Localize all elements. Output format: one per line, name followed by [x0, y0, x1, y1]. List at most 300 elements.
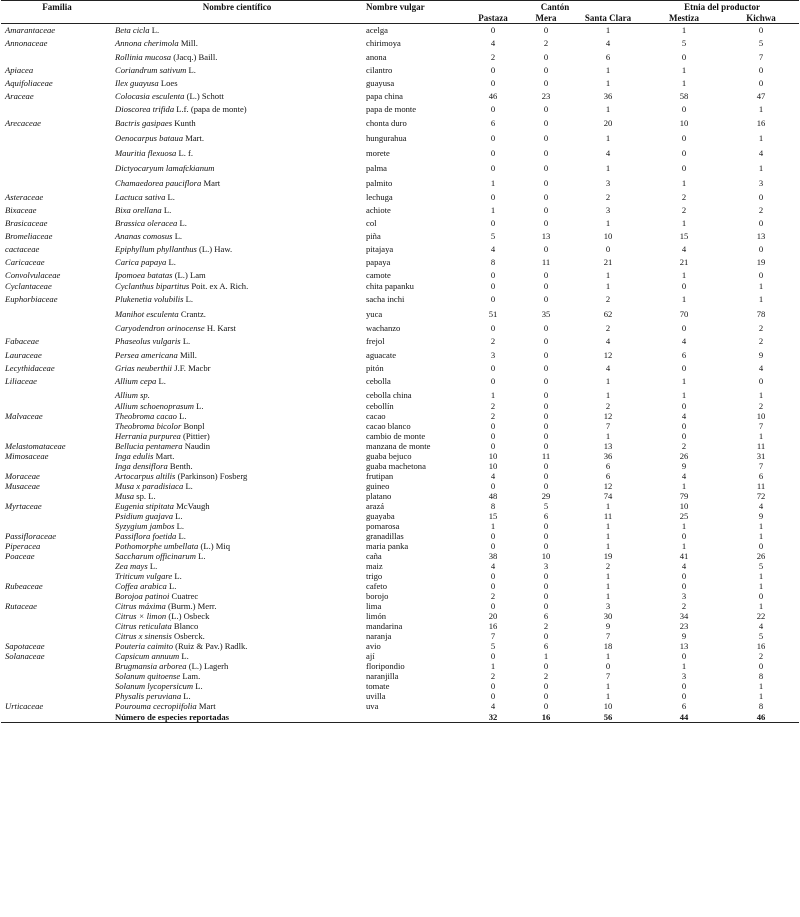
common-name-cell: achiote: [366, 204, 391, 215]
species-name: Bixa orellana: [115, 204, 162, 215]
value-pastaza: 0: [490, 293, 496, 304]
value-kichwa: 1: [758, 162, 764, 173]
value-pastaza: 0: [490, 431, 496, 441]
family-cell: [1, 401, 111, 411]
scientific-name-cell: [111, 363, 363, 373]
table-row: [1, 229, 799, 242]
table-row: [1, 89, 799, 102]
scientific-name-cell: [111, 651, 363, 661]
value-pastaza: 0: [490, 421, 496, 431]
value-pastaza: 0: [490, 581, 496, 591]
table-row: [1, 651, 799, 661]
scientific-name-cell: [111, 641, 363, 651]
value-mestiza: 1: [681, 269, 687, 280]
family-cell: cactaceae: [5, 243, 40, 254]
scientific-name-cell: [111, 347, 363, 363]
common-name-cell: hungurahua: [366, 132, 407, 143]
common-name-cell: papa de monte: [366, 103, 417, 114]
value-mestiza: 10: [679, 117, 689, 128]
table-row: [1, 691, 799, 701]
value-mera: 10: [541, 551, 551, 561]
value-pastaza: 1: [490, 389, 496, 400]
species-author: L.: [176, 521, 184, 531]
header-row-main: [1, 1, 799, 13]
species-author: (Burm.) Merr.: [168, 601, 217, 611]
species-author: L.: [183, 691, 191, 701]
species-author: (L.) Miq: [200, 541, 231, 551]
value-pastaza: 4: [490, 471, 496, 481]
value-santa-clara: 4: [605, 147, 611, 158]
value-mestiza: 10: [679, 501, 689, 511]
value-mestiza: 2: [681, 441, 687, 451]
value-kichwa: 0: [758, 77, 764, 88]
species-author: L.: [179, 411, 187, 421]
family-cell: Araceae: [5, 90, 34, 101]
family-cell: Cyclantaceae: [5, 281, 52, 291]
value-kichwa: 8: [758, 671, 764, 681]
table-row: [1, 115, 799, 130]
species-author: Benth.: [169, 461, 193, 471]
value-kichwa: 47: [756, 90, 766, 101]
common-name-cell: avio: [366, 641, 381, 651]
species-name: Colocasia esculenta: [115, 90, 185, 101]
species-author: (L.) Lagerh: [188, 661, 229, 671]
value-kichwa: 11: [756, 481, 766, 491]
value-mestiza: 15: [679, 230, 689, 241]
common-name-cell: guayaba: [366, 511, 395, 521]
species-name: Brugmansia arborea: [115, 661, 187, 671]
value-mestiza: 0: [681, 571, 687, 581]
common-name-cell: cebolla: [366, 375, 391, 386]
value-pastaza: 0: [490, 322, 496, 333]
species-author: Mart.: [155, 451, 175, 461]
table-row: [1, 601, 799, 611]
species-name: Musa: [115, 491, 135, 501]
family-cell: [1, 681, 111, 691]
value-pastaza: 48: [488, 491, 498, 501]
value-mestiza: 70: [679, 308, 689, 319]
species-author: L.: [168, 256, 176, 267]
common-name-cell: aguacate: [366, 350, 397, 360]
common-name-cell: cambio de monte: [366, 431, 426, 441]
common-name-cell: cacao blanco: [366, 421, 411, 431]
species-name: Plukenetia volubilis: [115, 293, 184, 304]
common-name-cell: cilantro: [366, 64, 393, 75]
family-cell: Annonaceae: [5, 38, 48, 48]
value-kichwa: 1: [758, 531, 764, 541]
family-cell: [1, 511, 111, 521]
value-pastaza: 51: [488, 308, 498, 319]
value-pastaza: 0: [490, 375, 496, 386]
value-mera: 3: [543, 561, 549, 571]
scientific-name-cell: [111, 601, 363, 611]
value-santa-clara: 1: [605, 132, 611, 143]
value-mera: 0: [543, 471, 549, 481]
species-author: Mart: [203, 177, 221, 188]
common-name-cell: palmito: [366, 177, 393, 188]
family-cell: [1, 130, 111, 145]
value-mestiza: 1: [681, 177, 687, 188]
common-name-cell: naranjilla: [366, 671, 399, 681]
common-name-cell: chonta duro: [366, 117, 407, 128]
value-mera: 6: [543, 641, 549, 651]
value-mestiza: 6: [681, 350, 687, 360]
species-name: Ipomoea batatas: [115, 269, 173, 280]
table-row: [1, 611, 799, 621]
value-santa-clara: 74: [603, 491, 613, 501]
value-pastaza: 0: [490, 571, 496, 581]
value-pastaza: 5: [490, 641, 496, 651]
table-row: [1, 511, 799, 521]
common-name-cell: papaya: [366, 256, 391, 267]
value-pastaza: 1: [490, 661, 496, 671]
value-pastaza: 5: [490, 230, 496, 241]
species-author: Mill.: [179, 350, 197, 360]
species-name: Rollinia mucosa: [115, 51, 172, 62]
value-santa-clara: 19: [603, 551, 613, 561]
common-name-cell: guaba machetona: [366, 461, 426, 471]
species-name: Caryodendron orinocense: [115, 322, 205, 333]
value-mera: 0: [543, 541, 549, 551]
value-mera: 0: [543, 701, 549, 711]
table-row: [1, 76, 799, 89]
table-row: [1, 641, 799, 651]
common-name-cell: palma: [366, 162, 387, 173]
value-santa-clara: 0: [605, 661, 611, 671]
value-santa-clara: 1: [605, 571, 611, 581]
species-author: L.: [181, 651, 189, 661]
value-santa-clara: 1: [605, 581, 611, 591]
family-cell: Euphorbiaceae: [5, 293, 58, 304]
species-name: Pothomorphe umbellata: [115, 541, 199, 551]
table-row: [1, 306, 799, 321]
value-mestiza: 0: [681, 431, 687, 441]
species-author: J.F. Macbr: [174, 363, 211, 373]
value-santa-clara: 1: [605, 77, 611, 88]
value-mera: 0: [543, 521, 549, 531]
value-mera: 0: [543, 191, 549, 202]
family-cell: Rubeaceae: [5, 581, 43, 591]
value-mera: 23: [541, 90, 551, 101]
family-cell: [1, 591, 111, 601]
species-name: Cyclanthus bipartitus: [115, 281, 190, 291]
table-row: [1, 388, 799, 401]
scientific-name-cell: [111, 291, 363, 306]
common-name-cell: naranja: [366, 631, 392, 641]
value-santa-clara: 1: [605, 521, 611, 531]
common-name-cell: pomarosa: [366, 521, 400, 531]
common-name-cell: granadillas: [366, 531, 404, 541]
value-kichwa: 19: [756, 256, 766, 267]
species-name: Mauritia flexuosa: [115, 147, 177, 158]
species-author: H. Karst: [206, 322, 236, 333]
value-mera: 2: [543, 671, 549, 681]
value-pastaza: 0: [490, 24, 496, 35]
value-kichwa: 0: [758, 191, 764, 202]
species-name: Manihot esculenta: [115, 308, 179, 319]
species-name: Dictyocaryum lamafckianum: [115, 162, 215, 173]
scientific-name-cell: [111, 334, 363, 347]
family-cell: Lauraceae: [5, 350, 42, 360]
species-name: Eugenia stipitata: [115, 501, 174, 511]
value-pastaza: 2: [490, 591, 496, 601]
species-author: L.: [179, 217, 187, 228]
value-mera: 0: [543, 571, 549, 581]
scientific-name-cell: [111, 373, 363, 388]
value-mestiza: 0: [681, 691, 687, 701]
value-santa-clara: 10: [603, 701, 613, 711]
value-kichwa: 5: [758, 561, 764, 571]
value-santa-clara: 2: [605, 191, 611, 202]
value-mera: 0: [543, 375, 549, 386]
species-name: Pouteria caimito: [115, 641, 173, 651]
value-kichwa: 5: [758, 38, 764, 48]
value-mestiza: 4: [681, 471, 687, 481]
family-cell: Solanaceae: [5, 651, 45, 661]
value-kichwa: 1: [758, 581, 764, 591]
scientific-name-cell: [111, 321, 363, 334]
value-santa-clara: 4: [605, 335, 611, 346]
scientific-name-cell: [111, 591, 363, 601]
species-author: L.: [175, 511, 183, 521]
value-pastaza: 8: [490, 501, 496, 511]
value-santa-clara: 2: [605, 322, 611, 333]
value-mera: 0: [543, 117, 549, 128]
species-name: Solanum quitoense: [115, 671, 181, 681]
family-cell: Lecythidaceae: [5, 363, 55, 373]
scientific-name-cell: [111, 661, 363, 671]
total-pastaza: 32: [465, 711, 521, 723]
value-mera: 2: [543, 621, 549, 631]
value-mestiza: 1: [681, 481, 687, 491]
family-cell: Asteraceae: [5, 191, 44, 202]
value-mera: 0: [543, 147, 549, 158]
value-mestiza: 6: [681, 701, 687, 711]
value-santa-clara: 4: [605, 38, 611, 48]
value-pastaza: 0: [490, 217, 496, 228]
species-author: L.: [151, 24, 160, 35]
common-name-cell: cacao: [366, 411, 386, 421]
species-author: L.: [178, 531, 186, 541]
species-name: Chamaedorea pauciflora: [115, 177, 202, 188]
table-row: [1, 461, 799, 471]
value-santa-clara: 1: [605, 375, 611, 386]
value-pastaza: 0: [490, 132, 496, 143]
species-author: L.: [174, 571, 182, 581]
common-name-cell: cebollín: [366, 401, 394, 411]
value-pastaza: 0: [490, 691, 496, 701]
species-author: L.: [174, 230, 183, 241]
value-mestiza: 2: [681, 601, 687, 611]
value-mestiza: 1: [681, 217, 687, 228]
common-name-cell: uvilla: [366, 691, 386, 701]
family-cell: Apiacea: [5, 64, 34, 75]
value-mestiza: 23: [679, 621, 689, 631]
species-name: Allium cepa: [115, 375, 157, 386]
value-mestiza: 1: [681, 77, 687, 88]
value-pastaza: 0: [490, 77, 496, 88]
species-name: Ilex guayusa: [115, 77, 159, 88]
value-santa-clara: 1: [605, 691, 611, 701]
value-mera: 0: [543, 322, 549, 333]
value-santa-clara: 13: [603, 441, 613, 451]
table-row: [1, 160, 799, 175]
value-mera: 11: [541, 451, 551, 461]
family-cell: [1, 671, 111, 681]
value-mera: 0: [543, 531, 549, 541]
value-mera: 0: [543, 441, 549, 451]
table-row: [1, 671, 799, 681]
header-canton: Cantón: [465, 1, 645, 13]
species-author: Mart.: [185, 132, 205, 143]
value-mera: 0: [543, 132, 549, 143]
table-row: [1, 102, 799, 115]
species-author: Kunth: [174, 117, 196, 128]
total-mera: 16: [521, 711, 571, 723]
family-cell: Malvaceae: [5, 411, 43, 421]
value-mestiza: 79: [679, 491, 689, 501]
header-etnia: Etnia del productor: [645, 1, 799, 13]
common-name-cell: yuca: [366, 308, 383, 319]
value-kichwa: 4: [758, 621, 764, 631]
table-row: [1, 130, 799, 145]
common-name-cell: arazá: [366, 501, 385, 511]
scientific-name-cell: [111, 681, 363, 691]
value-mera: 0: [543, 350, 549, 360]
value-kichwa: 3: [758, 177, 764, 188]
species-author: Loes: [160, 77, 178, 88]
value-mestiza: 0: [681, 281, 687, 291]
value-santa-clara: 21: [603, 256, 613, 267]
common-name-cell: frejol: [366, 335, 385, 346]
scientific-name-cell: [111, 401, 363, 411]
value-santa-clara: 12: [603, 350, 613, 360]
value-pastaza: 8: [490, 256, 496, 267]
total-santa-clara: 56: [571, 711, 645, 723]
table-row: [1, 471, 799, 481]
value-kichwa: 1: [758, 293, 764, 304]
value-mestiza: 0: [681, 132, 687, 143]
family-cell: [1, 421, 111, 431]
value-santa-clara: 1: [605, 24, 611, 35]
value-santa-clara: 1: [605, 217, 611, 228]
value-santa-clara: 30: [603, 611, 613, 621]
value-kichwa: 7: [758, 51, 764, 62]
common-name-cell: guayusa: [366, 77, 395, 88]
value-mestiza: 0: [681, 681, 687, 691]
value-mestiza: 2: [681, 204, 687, 215]
table-row: [1, 63, 799, 76]
species-author: (L.) Schott: [186, 90, 224, 101]
value-santa-clara: 1: [605, 651, 611, 661]
species-name: Coffea arabica: [115, 581, 167, 591]
scientific-name-cell: [111, 551, 363, 561]
scientific-name-cell: [111, 621, 363, 631]
table-row: [1, 451, 799, 461]
species-name: Capsicum annuum: [115, 651, 180, 661]
value-santa-clara: 2: [605, 293, 611, 304]
scientific-name-cell: [111, 471, 363, 481]
scientific-name-cell: [111, 115, 363, 130]
value-mestiza: 21: [679, 256, 689, 267]
species-author: Bonpl: [183, 421, 205, 431]
species-name: Inga edulis: [115, 451, 154, 461]
species-name: Brassica oleracea: [115, 217, 178, 228]
family-cell: Musaceae: [5, 481, 40, 491]
value-mera: 0: [543, 389, 549, 400]
value-kichwa: 1: [758, 281, 764, 291]
value-kichwa: 2: [758, 651, 764, 661]
table-row: [1, 531, 799, 541]
scientific-name-cell: [111, 216, 363, 229]
header-mestiza: Mestiza: [645, 13, 723, 24]
scientific-name-cell: [111, 581, 363, 591]
species-author: Blanco: [173, 621, 199, 631]
species-name: Coriandrum sativum: [115, 64, 187, 75]
species-name: Psidium guajava: [115, 511, 174, 521]
species-name: Citrus x sinensis: [115, 631, 172, 641]
value-pastaza: 0: [490, 541, 496, 551]
scientific-name-cell: [111, 431, 363, 441]
value-pastaza: 0: [490, 269, 496, 280]
value-mestiza: 4: [681, 335, 687, 346]
value-pastaza: 0: [490, 363, 496, 373]
value-mera: 0: [543, 363, 549, 373]
value-mera: 0: [543, 204, 549, 215]
value-pastaza: 0: [490, 162, 496, 173]
value-kichwa: 0: [758, 541, 764, 551]
value-santa-clara: 1: [605, 281, 611, 291]
value-kichwa: 13: [756, 230, 766, 241]
species-author: L.: [149, 561, 158, 571]
value-kichwa: 72: [756, 491, 766, 501]
value-kichwa: 1: [758, 431, 764, 441]
value-pastaza: 0: [490, 281, 496, 291]
value-mera: 0: [543, 177, 549, 188]
value-santa-clara: 36: [603, 451, 613, 461]
value-kichwa: 1: [758, 571, 764, 581]
scientific-name-cell: [111, 50, 363, 63]
species-name: Citrus máxima: [115, 601, 166, 611]
table-row: [1, 203, 799, 216]
family-cell: Piperacea: [5, 541, 41, 551]
value-santa-clara: 3: [605, 177, 611, 188]
value-mestiza: 9: [681, 461, 687, 471]
value-mestiza: 34: [679, 611, 689, 621]
value-pastaza: 0: [490, 191, 496, 202]
value-pastaza: 2: [490, 51, 496, 62]
common-name-cell: uva: [366, 701, 379, 711]
table-row: [1, 255, 799, 268]
table-row: [1, 581, 799, 591]
value-kichwa: 9: [758, 350, 764, 360]
family-cell: [1, 491, 111, 501]
value-santa-clara: 6: [605, 51, 611, 62]
scientific-name-cell: [111, 160, 363, 175]
family-cell: [1, 321, 111, 334]
common-name-cell: manzana de monte: [366, 441, 431, 451]
value-kichwa: 7: [758, 421, 764, 431]
scientific-name-cell: [111, 441, 363, 451]
table-row: [1, 541, 799, 551]
species-author: Mill.: [180, 38, 198, 48]
value-kichwa: 22: [756, 611, 766, 621]
value-pastaza: 1: [490, 521, 496, 531]
common-name-cell: borojo: [366, 591, 389, 601]
value-pastaza: 4: [490, 38, 496, 48]
total-label: Número de especies reportadas: [111, 711, 363, 723]
value-kichwa: 5: [758, 631, 764, 641]
